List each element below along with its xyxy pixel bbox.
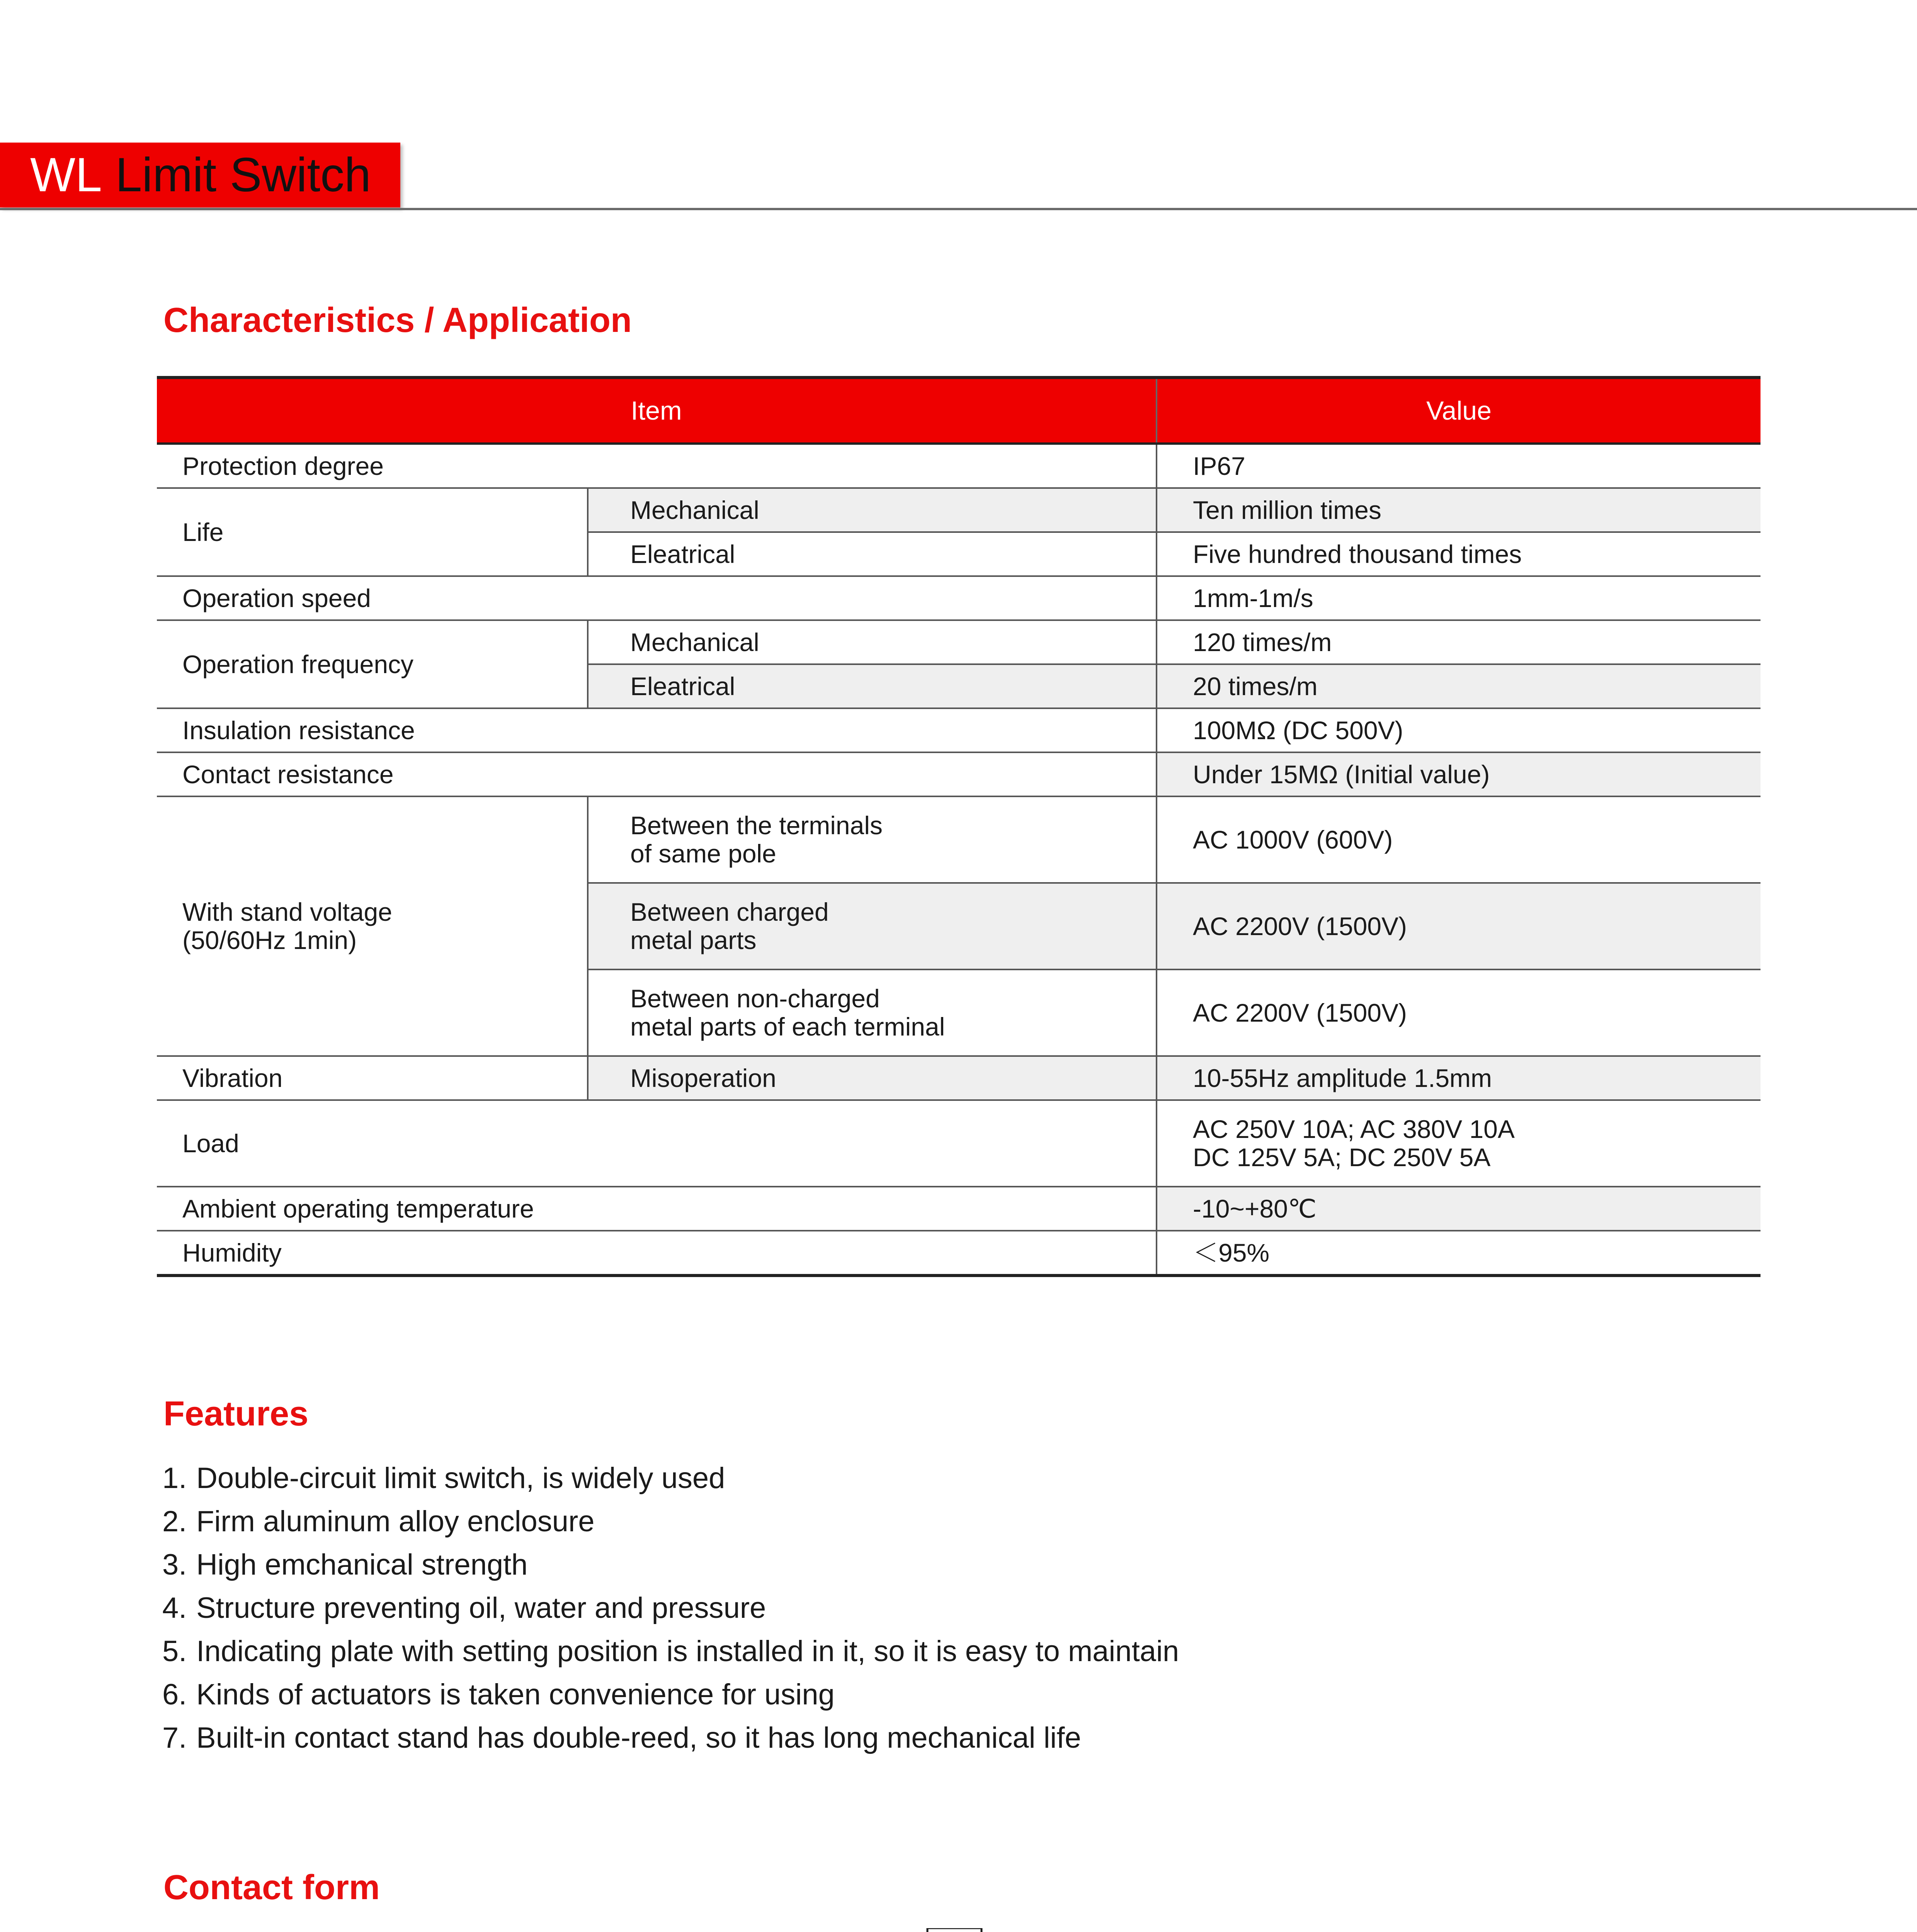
list-item-text: High emchanical strength xyxy=(196,1548,528,1581)
cell-item-line: With stand voltage xyxy=(182,898,392,927)
list-item-number: 1. xyxy=(162,1462,187,1495)
cell-item: Protection degree xyxy=(157,444,1157,488)
cell-item-line: (50/60Hz 1min) xyxy=(182,926,357,954)
cell-subitem-line: metal parts of each terminal xyxy=(630,1012,945,1041)
list-item-text: Structure preventing oil, water and pressure xyxy=(196,1592,766,1624)
list-item-number: 4. xyxy=(162,1592,187,1624)
list-item-text: Double-circuit limit switch, is widely used xyxy=(196,1462,725,1495)
table-row xyxy=(157,444,1761,488)
cell-value: -10~+80℃ xyxy=(1157,1187,1761,1231)
table-row xyxy=(157,488,1761,532)
table-row xyxy=(157,1231,1761,1276)
table-row xyxy=(157,1100,1761,1187)
cell-item: Operation frequency xyxy=(157,620,588,708)
cell-value: 1mm-1m/s xyxy=(1157,576,1761,620)
section-title-features: Features xyxy=(163,1395,309,1433)
cell-value: AC 2200V (1500V) xyxy=(1157,969,1761,1056)
header-divider xyxy=(0,208,1917,210)
switch-housing-outline xyxy=(815,1928,1083,1932)
cell-subitem-line: Between non-charged xyxy=(630,984,880,1013)
list-item xyxy=(162,1630,1179,1673)
list-item-text: Indicating plate with setting position is installed in it, so it is easy to maintain xyxy=(196,1635,1179,1668)
list-item-text: Kinds of actuators is taken convenience for using xyxy=(196,1678,835,1711)
list-item xyxy=(162,1457,1179,1500)
cell-value: Five hundred thousand times xyxy=(1157,532,1761,576)
cell-value: ＜95% xyxy=(1157,1231,1761,1276)
table-row xyxy=(157,796,1761,883)
cell-value xyxy=(1157,1100,1761,1187)
title-product: Limit Switch xyxy=(115,148,371,202)
cell-value: Ten million times xyxy=(1157,488,1761,532)
cell-value: AC 1000V (600V) xyxy=(1157,796,1761,883)
table-row xyxy=(157,576,1761,620)
cell-subitem-line: Between charged xyxy=(630,898,829,927)
table-row xyxy=(157,708,1761,752)
characteristics-table xyxy=(157,376,1761,1277)
header-value: Value xyxy=(1157,378,1761,444)
list-item xyxy=(162,1673,1179,1716)
header-item: Item xyxy=(157,378,1157,444)
list-item xyxy=(162,1716,1179,1760)
table-row xyxy=(157,620,1761,664)
table-row xyxy=(157,752,1761,796)
cell-value: Under 15MΩ (Initial value) xyxy=(1157,752,1761,796)
cell-subitem: Eleatrical xyxy=(588,532,1157,576)
table-row xyxy=(157,1187,1761,1231)
title-model: WL xyxy=(30,148,102,202)
cell-subitem xyxy=(588,969,1157,1056)
cell-item: Operation speed xyxy=(157,576,1157,620)
list-item-number: 6. xyxy=(162,1678,187,1711)
cell-item: Humidity xyxy=(157,1231,1157,1276)
contact-form-diagram xyxy=(792,1928,1132,1932)
cell-item: Insulation resistance xyxy=(157,708,1157,752)
list-item-number: 5. xyxy=(162,1635,187,1668)
cell-subitem xyxy=(588,796,1157,883)
cell-value: IP67 xyxy=(1157,444,1761,488)
list-item xyxy=(162,1587,1179,1630)
cell-subitem: Misoperation xyxy=(588,1056,1157,1100)
cell-subitem-line: of same pole xyxy=(630,839,776,868)
cell-subitem: Mechanical xyxy=(588,620,1157,664)
list-item-number: 2. xyxy=(162,1505,187,1538)
list-item-text: Built-in contact stand has double-reed, so it has long mechanical life xyxy=(196,1721,1081,1754)
cell-value: 20 times/m xyxy=(1157,664,1761,708)
list-item-number: 7. xyxy=(162,1721,187,1754)
list-item xyxy=(162,1543,1179,1587)
cell-subitem-line: Between the terminals xyxy=(630,811,883,840)
cell-item: Life xyxy=(157,488,588,576)
cell-subitem-line: metal parts xyxy=(630,926,757,954)
section-title-characteristics: Characteristics / Application xyxy=(163,301,632,340)
list-item-number: 3. xyxy=(162,1548,187,1581)
cell-value: AC 2200V (1500V) xyxy=(1157,883,1761,969)
cell-item xyxy=(157,796,588,1056)
cell-subitem xyxy=(588,883,1157,969)
cell-subitem: Mechanical xyxy=(588,488,1157,532)
cell-item: Contact resistance xyxy=(157,752,1157,796)
cell-subitem: Eleatrical xyxy=(588,664,1157,708)
cell-item: Vibration xyxy=(157,1056,588,1100)
cell-item: Ambient operating temperature xyxy=(157,1187,1157,1231)
table-row xyxy=(157,1056,1761,1100)
cell-value-line: AC 250V 10A; AC 380V 10A xyxy=(1193,1115,1515,1144)
cell-item: Load xyxy=(157,1100,1157,1187)
list-item xyxy=(162,1500,1179,1543)
cell-value: 10-55Hz amplitude 1.5mm xyxy=(1157,1056,1761,1100)
features-list xyxy=(162,1457,1179,1760)
cell-value: 100MΩ (DC 500V) xyxy=(1157,708,1761,752)
list-item-text: Firm aluminum alloy enclosure xyxy=(196,1505,595,1538)
document-title-banner xyxy=(0,143,400,207)
section-title-contact-form: Contact form xyxy=(163,1868,380,1907)
cell-value: 120 times/m xyxy=(1157,620,1761,664)
cell-value-line: DC 125V 5A; DC 250V 5A xyxy=(1193,1143,1491,1172)
